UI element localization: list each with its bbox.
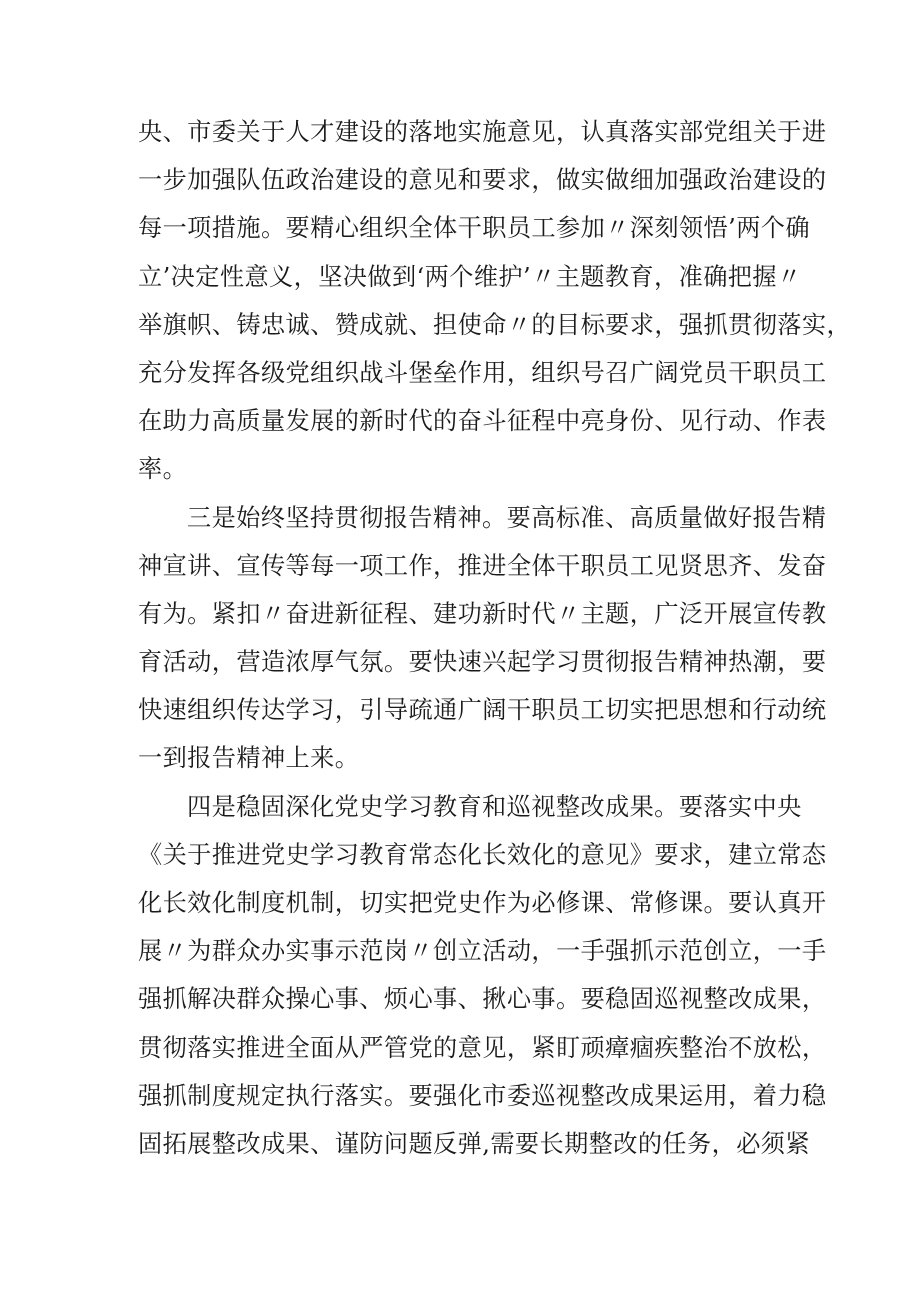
text-line: 三是始终坚持贯彻报告精神。要高标准、高质量做好报告精 — [187, 503, 827, 532]
text-line: 贯彻落实推进全面从严管党的意见，紧盯顽瘴痼疾整治不放松， — [138, 1033, 827, 1062]
paragraph-four — [138, 783, 827, 1169]
text-line: 四是稳固深化党史学习教育和巡视整改成果。要落实中央 — [187, 792, 802, 821]
text-line: 化长效化制度机制，切实把党史作为必修课、常修课。要认真开 — [138, 889, 827, 917]
text-line: 快速组织传达学习，引导疏通广阔干职员工切实把思想和行动统 — [138, 696, 827, 725]
text-line: 神宣讲、宣传等每一项工作，推进全体干职员工见贤思齐、发奋 — [138, 551, 827, 580]
text-line: 央、市委关于人才建设的落地实施意见，认真落实部党组关于进 — [138, 118, 827, 146]
text-line: 一到报告精神上来。 — [138, 744, 360, 773]
text-line: 在助力高质量发展的新时代的奋斗征程中亮身份、见行动、作表 — [138, 407, 827, 436]
text-line: 每一项措施。要精心组织全体干职员工参加〃深刻领悟’两个确 — [138, 214, 810, 243]
text-line: 举旗帜、铸忠诚、赞成就、担使命〃的目标要求，强抓贯彻落实， — [138, 310, 852, 339]
text-line: 固拓展整改成果、谨防问题反弹,需要长期整改的任务，必须紧 — [138, 1129, 810, 1158]
paragraph-three — [138, 494, 827, 783]
text-line: 有为。紧扣〃奋进新征程、建功新时代〃主题，广泛开展宣传教 — [138, 599, 827, 628]
text-line: 充分发挥各级党组织战斗堡垒作用，组织号召广阔党员干职员工 — [138, 358, 827, 387]
text-line: 率。 — [138, 455, 188, 484]
text-line: 一步加强队伍政治建设的意见和要求，做实做细加强政治建设的 — [138, 166, 827, 195]
document-body — [138, 108, 852, 1168]
text-line: 强抓解决群众操心事、烦心事、揪心事。要稳固巡视整改成果， — [138, 985, 827, 1014]
text-line: 强抓制度规定执行落实。要强化市委巡视整改成果运用，着力稳 — [138, 1081, 827, 1110]
text-line: 展〃为群众办实事示范岗〃创立活动，一手强抓示范创立，一手 — [138, 937, 827, 966]
text-line: 《关于推进党史学习教育常态化长效化的意见》要求，建立常态 — [138, 840, 827, 869]
text-line: 育活动，营造浓厚气氛。要快速兴起学习贯彻报告精神热潮，要 — [138, 648, 827, 677]
paragraph-continuation — [138, 108, 852, 494]
text-line: 立’决定性意义，坚决做到‘两个维护’〃主题教育，准确把握〃 — [138, 262, 802, 291]
